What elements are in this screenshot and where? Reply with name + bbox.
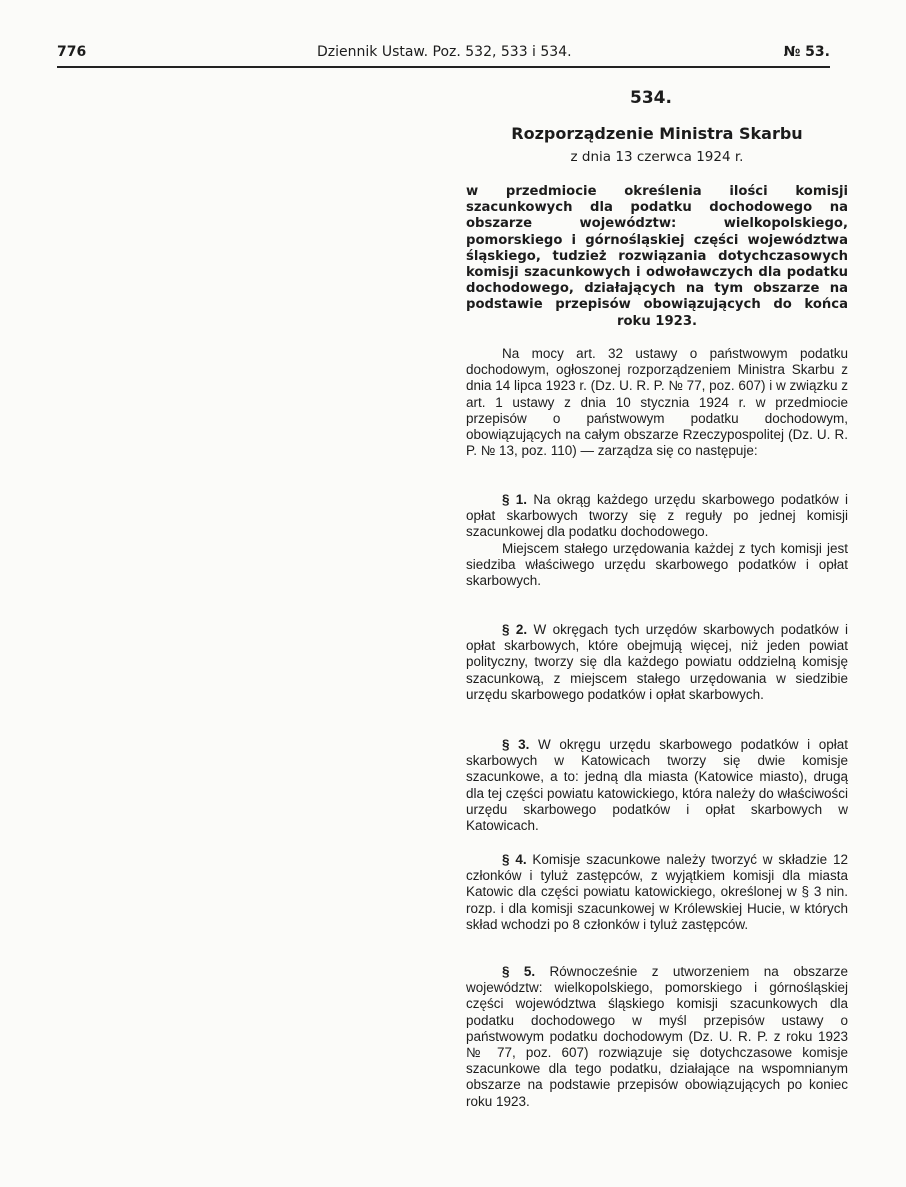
page-number: 776: [57, 44, 87, 60]
section-4: [466, 852, 848, 933]
section-text: Na okrąg każdego urzędu skarbowego podatków i opłat skarbowych tworzy się z reguły po jednej komisji szacunkowej dla podatku dochodowego.: [466, 492, 848, 540]
header-rule: [57, 66, 830, 68]
section-text: W okręgu urzędu skarbowego podatków i opłat skarbowych w Katowicach tworzy się dwie komisje szacunkowe, a to: jedną dla miasta (Katowice miasto), drugą dla tej części powiatu katowickiego, która należy do właściwości urzędu skarbowego podatków i opłat skarbowych w Katowicach.: [466, 737, 848, 834]
section-text: W okręgach tych urzędów skarbowych podatków i opłat skarbowych, które obejmują więcej, niż jeden powiat polityczny, tworzy się dla każdego powiatu oddzielną komisję szacunkową, z miejscem stałego urzędowania w siedzibie urzędu skarbowego podatków i opłat skarbowych.: [466, 622, 848, 702]
preamble-text: Na mocy art. 32 ustawy o państwowym podatku dochodowym, ogłoszonej rozporządzeniem Ministra Skarbu z dnia 14 lipca 1923 r. (Dz. U. R. P. № 77, poz. 607) i w związku z art. 1 ustawy z dnia 10 stycznia 1924 r. w przedmiocie przepisów o państwowym podatku dochodowym, obowiązujących na całym obszarze Rzeczypospolitej (Dz. U. R. P. № 13, poz. 110) — zarządza się co następuje:: [466, 346, 848, 459]
section-continuation: Miejscem stałego urzędowania każdej z tych komisji jest siedziba właściwego urzędu skarbowego podatków i opłat skarbowych.: [466, 540, 848, 589]
section-label: § 3.: [502, 737, 530, 752]
decree-subject: w przedmiocie określenia ilości komisji szacunkowych dla podatku dochodowego na obszarze województw: wielkopolskiego, pomorskiego i górnośląskiej części województwa śląskiego, tudzież rozwiązania dotychczasowych komisji szacunkowych i odwoławczych dla podatku dochodowego, działających na tym obszarze na podstawie przepisów obowiązujących do końca roku 1923.: [466, 184, 848, 329]
section-label: § 4.: [502, 852, 527, 867]
section-3: [466, 737, 848, 834]
section-5: [466, 964, 848, 1110]
journal-title: Dziennik Ustaw. Poz. 532, 533 i 534.: [317, 44, 572, 60]
section-text: Komisje szacunkowe należy tworzyć w składzie 12 członków i tyluż zastępców, z wyjątkiem komisji dla miasta Katowic dla części powiatu katowickiego, określonej w § 3 nin. rozp. i dla komisji szacunkowej w Królewskiej Hucie, w których skład wchodzi po 8 członków i tyluż zastępców.: [466, 852, 848, 932]
issue-number: № 53.: [783, 44, 830, 60]
preamble: [466, 346, 848, 459]
section-label: § 1.: [502, 492, 528, 507]
section-1: [466, 492, 848, 589]
decree-title: Rozporządzenie Ministra Skarbu: [511, 124, 803, 143]
section-label: § 5.: [502, 964, 536, 979]
section-label: § 2.: [502, 622, 528, 637]
decree-number: 534.: [630, 88, 672, 108]
page-header: [57, 44, 830, 66]
section-2: [466, 622, 848, 703]
section-text: Równocześnie z utworzeniem na obszarze województw: wielkopolskiego, pomorskiego i górnośląskiej części województwa śląskiego komisji szacunkowych dla podatku dochodowego w myśl przepisów ustawy o państwowym podatku dochodowym (Dz. U. R. P. z roku 1923 № 77, poz. 607) rozwiązuje się dotychczasowe komisje szacunkowe dla tego podatku, działające na wspomnianym obszarze na podstawie przepisów obowiązujących po koniec roku 1923.: [466, 964, 848, 1109]
decree-date: z dnia 13 czerwca 1924 r.: [570, 149, 744, 165]
